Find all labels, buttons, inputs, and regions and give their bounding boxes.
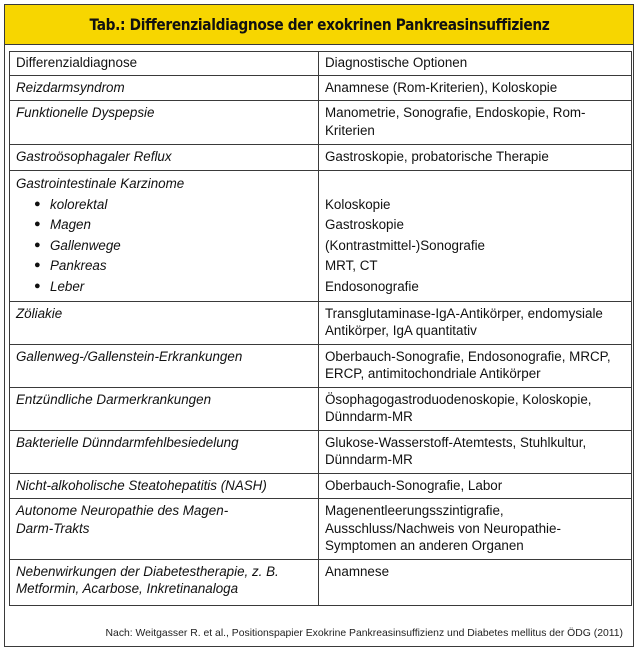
table-row xyxy=(10,344,632,387)
diagnosis-cell: Nicht-alkoholische Steatohepatitis (NASH) xyxy=(10,473,319,499)
bullet-icon: ● xyxy=(34,238,41,251)
table-row xyxy=(10,430,632,473)
bullet-icon: ● xyxy=(34,279,41,292)
options-cell: Anamnese (Rom-Kriterien), Koloskopie xyxy=(319,75,632,101)
carcinoma-item xyxy=(16,215,314,236)
header-options: Diagnostische Optionen xyxy=(319,52,632,76)
options-cell: Transglutaminase-IgA-Antikörper, endomysiale Antikörper, IgA quantitativ xyxy=(319,301,632,344)
carcinoma-item-label: Leber xyxy=(50,278,85,294)
diagnosis-cell: Autonome Neuropathie des Magen-Darm-Trakts xyxy=(10,499,319,560)
table-frame xyxy=(4,4,634,647)
table-row xyxy=(10,499,632,560)
table-row xyxy=(10,145,632,171)
header-row xyxy=(10,52,632,76)
source-footnote: Nach: Weitgasser R. et al., Positionspapier Exokrine Pankreasinsuffizienz und Diabetes mellitus der ÖDG (2011) xyxy=(105,628,623,639)
options-cell: Manometrie, Sonografie, Endoskopie, Rom-Kriterien xyxy=(319,101,632,145)
carcinoma-heading: Gastrointestinale Karzinome xyxy=(16,176,185,191)
carcinoma-option: Gastroskopie xyxy=(325,217,404,232)
diagnosis-cell xyxy=(10,170,319,301)
carcinoma-item-label: Magen xyxy=(50,217,91,232)
table-row xyxy=(10,301,632,344)
differential-diagnosis-table xyxy=(9,51,632,606)
table-row xyxy=(10,101,632,145)
options-cell: Glukose-Wasserstoff-Atemtests, Stuhlkultur, Dünndarm-MR xyxy=(319,430,632,473)
options-cell: Gastroskopie, probatorische Therapie xyxy=(319,145,632,171)
carcinoma-item-label: Pankreas xyxy=(50,258,107,273)
table-row xyxy=(10,559,632,605)
diagnosis-cell: Funktionelle Dyspepsie xyxy=(10,101,319,145)
carcinoma-option: Endosonografie xyxy=(325,278,419,294)
table-row-carcinoma xyxy=(10,170,632,301)
carcinoma-item xyxy=(16,276,314,297)
diagnosis-cell: Gastroösophagaler Reflux xyxy=(10,145,319,171)
diagnosis-cell: Entzündliche Darmerkrankungen xyxy=(10,387,319,430)
diagnosis-cell: Gallenweg-/Gallenstein-Erkrankungen xyxy=(10,344,319,387)
table-row xyxy=(10,75,632,101)
diagnosis-cell: Bakterielle Dünndarmfehlbesiedelung xyxy=(10,430,319,473)
options-cell: Ösophagogastroduodenoskopie, Koloskopie, Dünndarm-MR xyxy=(319,387,632,430)
table-row xyxy=(10,473,632,499)
diagnosis-cell: Zöliakie xyxy=(10,301,319,344)
carcinoma-option: Koloskopie xyxy=(325,196,391,212)
carcinoma-item xyxy=(16,256,314,277)
options-cell: Magenentleerungsszintigrafie, Ausschluss/Nachweis von Neuropathie-Symptomen an anderen Organen xyxy=(319,499,632,560)
carcinoma-option: MRT, CT xyxy=(325,258,378,273)
bullet-icon: ● xyxy=(34,218,41,230)
bullet-icon: ● xyxy=(34,259,41,271)
diagnosis-cell: Nebenwirkungen der Diabetestherapie, z. B. Metformin, Acarbose, Inkretinanaloga xyxy=(10,559,319,605)
carcinoma-item-label: Gallenwege xyxy=(50,237,121,253)
options-cell: Oberbauch-Sonografie, Labor xyxy=(319,473,632,499)
table-title: Tab.: Differenzialdiagnose der exokrinen Pankreasinsuffizienz xyxy=(88,15,550,34)
carcinoma-item xyxy=(16,194,314,215)
diagnosis-cell: Reizdarmsyndrom xyxy=(10,75,319,101)
carcinoma-item-label: kolorektal xyxy=(50,196,108,212)
table-row xyxy=(10,387,632,430)
carcinoma-option: (Kontrastmittel-)Sonografie xyxy=(325,237,486,253)
bullet-icon: ● xyxy=(34,197,41,210)
options-spacer xyxy=(325,174,627,195)
options-cell: Anamnese xyxy=(319,559,632,605)
options-cell: Oberbauch-Sonografie, Endosonografie, MRCP, ERCP, antimitochondriale Antikörper xyxy=(319,344,632,387)
options-cell xyxy=(319,170,632,301)
title-bar xyxy=(5,5,633,45)
header-diagnosis: Differenzialdiagnose xyxy=(10,52,319,76)
carcinoma-item xyxy=(16,235,314,256)
